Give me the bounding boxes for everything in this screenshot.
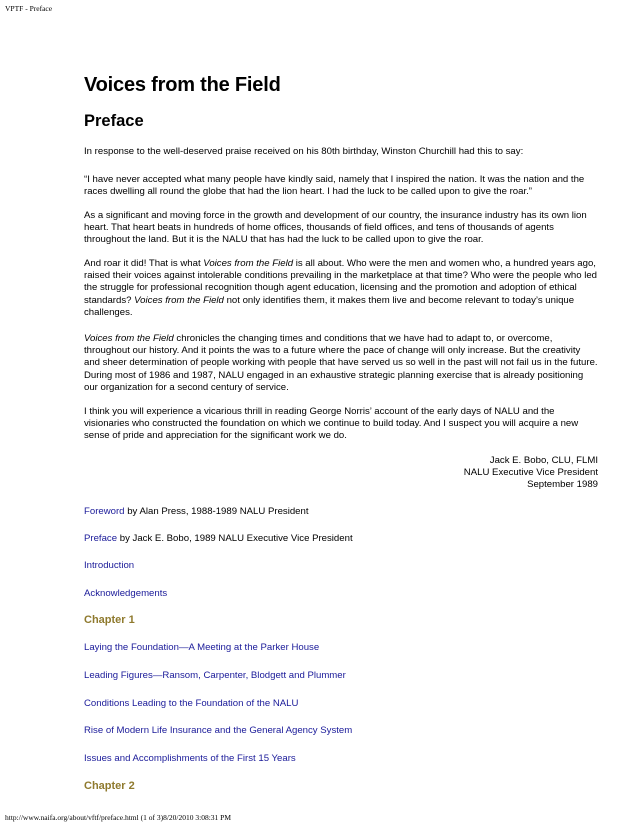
paragraph-roar: [84, 258, 598, 319]
foreword-link[interactable]: Foreword: [84, 506, 125, 517]
text-run: And roar it did! That is what: [84, 258, 204, 269]
nav-ch1-item: [84, 753, 296, 765]
book-title-italic: Voices from the Field: [134, 294, 224, 306]
book-title-italic: Voices from the Field: [84, 333, 174, 344]
preface-link[interactable]: Preface: [84, 533, 118, 544]
paragraph-chronicles: [84, 333, 598, 394]
paragraph-quote: “I have never accepted what many people have kindly said, namely that I inspired the nation. It was the nation and the races dwelling all round the globe that had the lion heart. I had the luck to be called upon to give the roar.”: [84, 174, 585, 198]
signature-date: September 1989: [527, 479, 598, 490]
section-title: Preface: [84, 112, 144, 130]
text-run: chronicles the changing times and conditions that we have had to adapt to, or overcome, throughout our history. And it points the was to a future where the pace of change will only increase. But the creativity and sheer determination of people working with people that have served us so well in the past will not fail us in the future. During most of 1986 and 1987, NALU engaged in an exhaustive strategic planning exercise that is already positioning our organization for a second century of service.: [84, 333, 598, 393]
paragraph-intro: In response to the well-deserved praise received on his 80th birthday, Winston Churchill had this to say:: [84, 146, 524, 157]
ch1-link-parker-house[interactable]: Laying the Foundation—A Meeting at the Parker House: [84, 642, 320, 653]
nav-acknowledgements: [84, 588, 167, 600]
introduction-link[interactable]: Introduction: [84, 560, 135, 571]
page-header: VPTF - Preface: [5, 4, 53, 13]
signature-role: NALU Executive Vice President: [463, 467, 598, 478]
ch1-link-leading-figures[interactable]: Leading Figures—Ransom, Carpenter, Blodgett and Plummer: [84, 670, 346, 681]
text-run: not only identifies them, it makes them live and become relevant to today’s unique challenges.: [84, 294, 575, 318]
nav-introduction: [84, 560, 134, 572]
chapter-2-heading: Chapter 2: [84, 780, 135, 792]
nav-ch1-item: [84, 642, 319, 654]
page-title: Voices from the Field: [84, 74, 281, 96]
page-footer: http://www.naifa.org/about/vftf/preface.html (1 of 3)8/20/2010 3:08:31 PM: [5, 813, 232, 822]
signature-name: Jack E. Bobo, CLU, FLMI: [489, 455, 598, 466]
book-title-italic: Voices from the Field: [203, 258, 294, 269]
ch1-link-issues-accomplishments[interactable]: Issues and Accomplishments of the First 15 Years: [84, 753, 296, 764]
chapter-1-heading: Chapter 1: [84, 614, 135, 626]
paragraph-industry: As a significant and moving force in the growth and development of our country, the insurance industry has its own lion heart. That heart beats in hundreds of home offices, thousands of field offices, and tens of thousands of agents throughout the land. But it is the NALU that has had the luck to be called upon to give the roar.: [84, 210, 587, 246]
preface-byline: by Jack E. Bobo, 1989 NALU Executive Vice President: [117, 533, 353, 544]
ch1-link-modern-life-insurance[interactable]: Rise of Modern Life Insurance and the General Agency System: [84, 725, 353, 736]
nav-foreword: [84, 506, 309, 518]
nav-preface: [84, 533, 353, 545]
text-run: is all about. Who were the men and women who, a hundred years ago, raised their voices against intolerable conditions prevailing in the marketplace at that time? Who were the people who led the struggle for professional recognition though agent education, licensing and the promotion and adoption of ethical standards?: [84, 258, 598, 306]
nav-ch1-item: [84, 725, 352, 737]
paragraph-closing: I think you will experience a vicarious thrill in reading George Norris’ account of the early days of NALU and the visionaries who constructed the foundation on which we continue to build today. And I suspect you will acquire a new sense of pride and appreciation for the significant work we do.: [84, 406, 579, 442]
ch1-link-conditions[interactable]: Conditions Leading to the Foundation of the NALU: [84, 698, 299, 709]
nav-ch1-item: [84, 670, 346, 682]
foreword-byline: by Alan Press, 1988-1989 NALU President: [124, 506, 309, 517]
nav-ch1-item: [84, 698, 298, 710]
acknowledgements-link[interactable]: Acknowledgements: [84, 588, 168, 599]
